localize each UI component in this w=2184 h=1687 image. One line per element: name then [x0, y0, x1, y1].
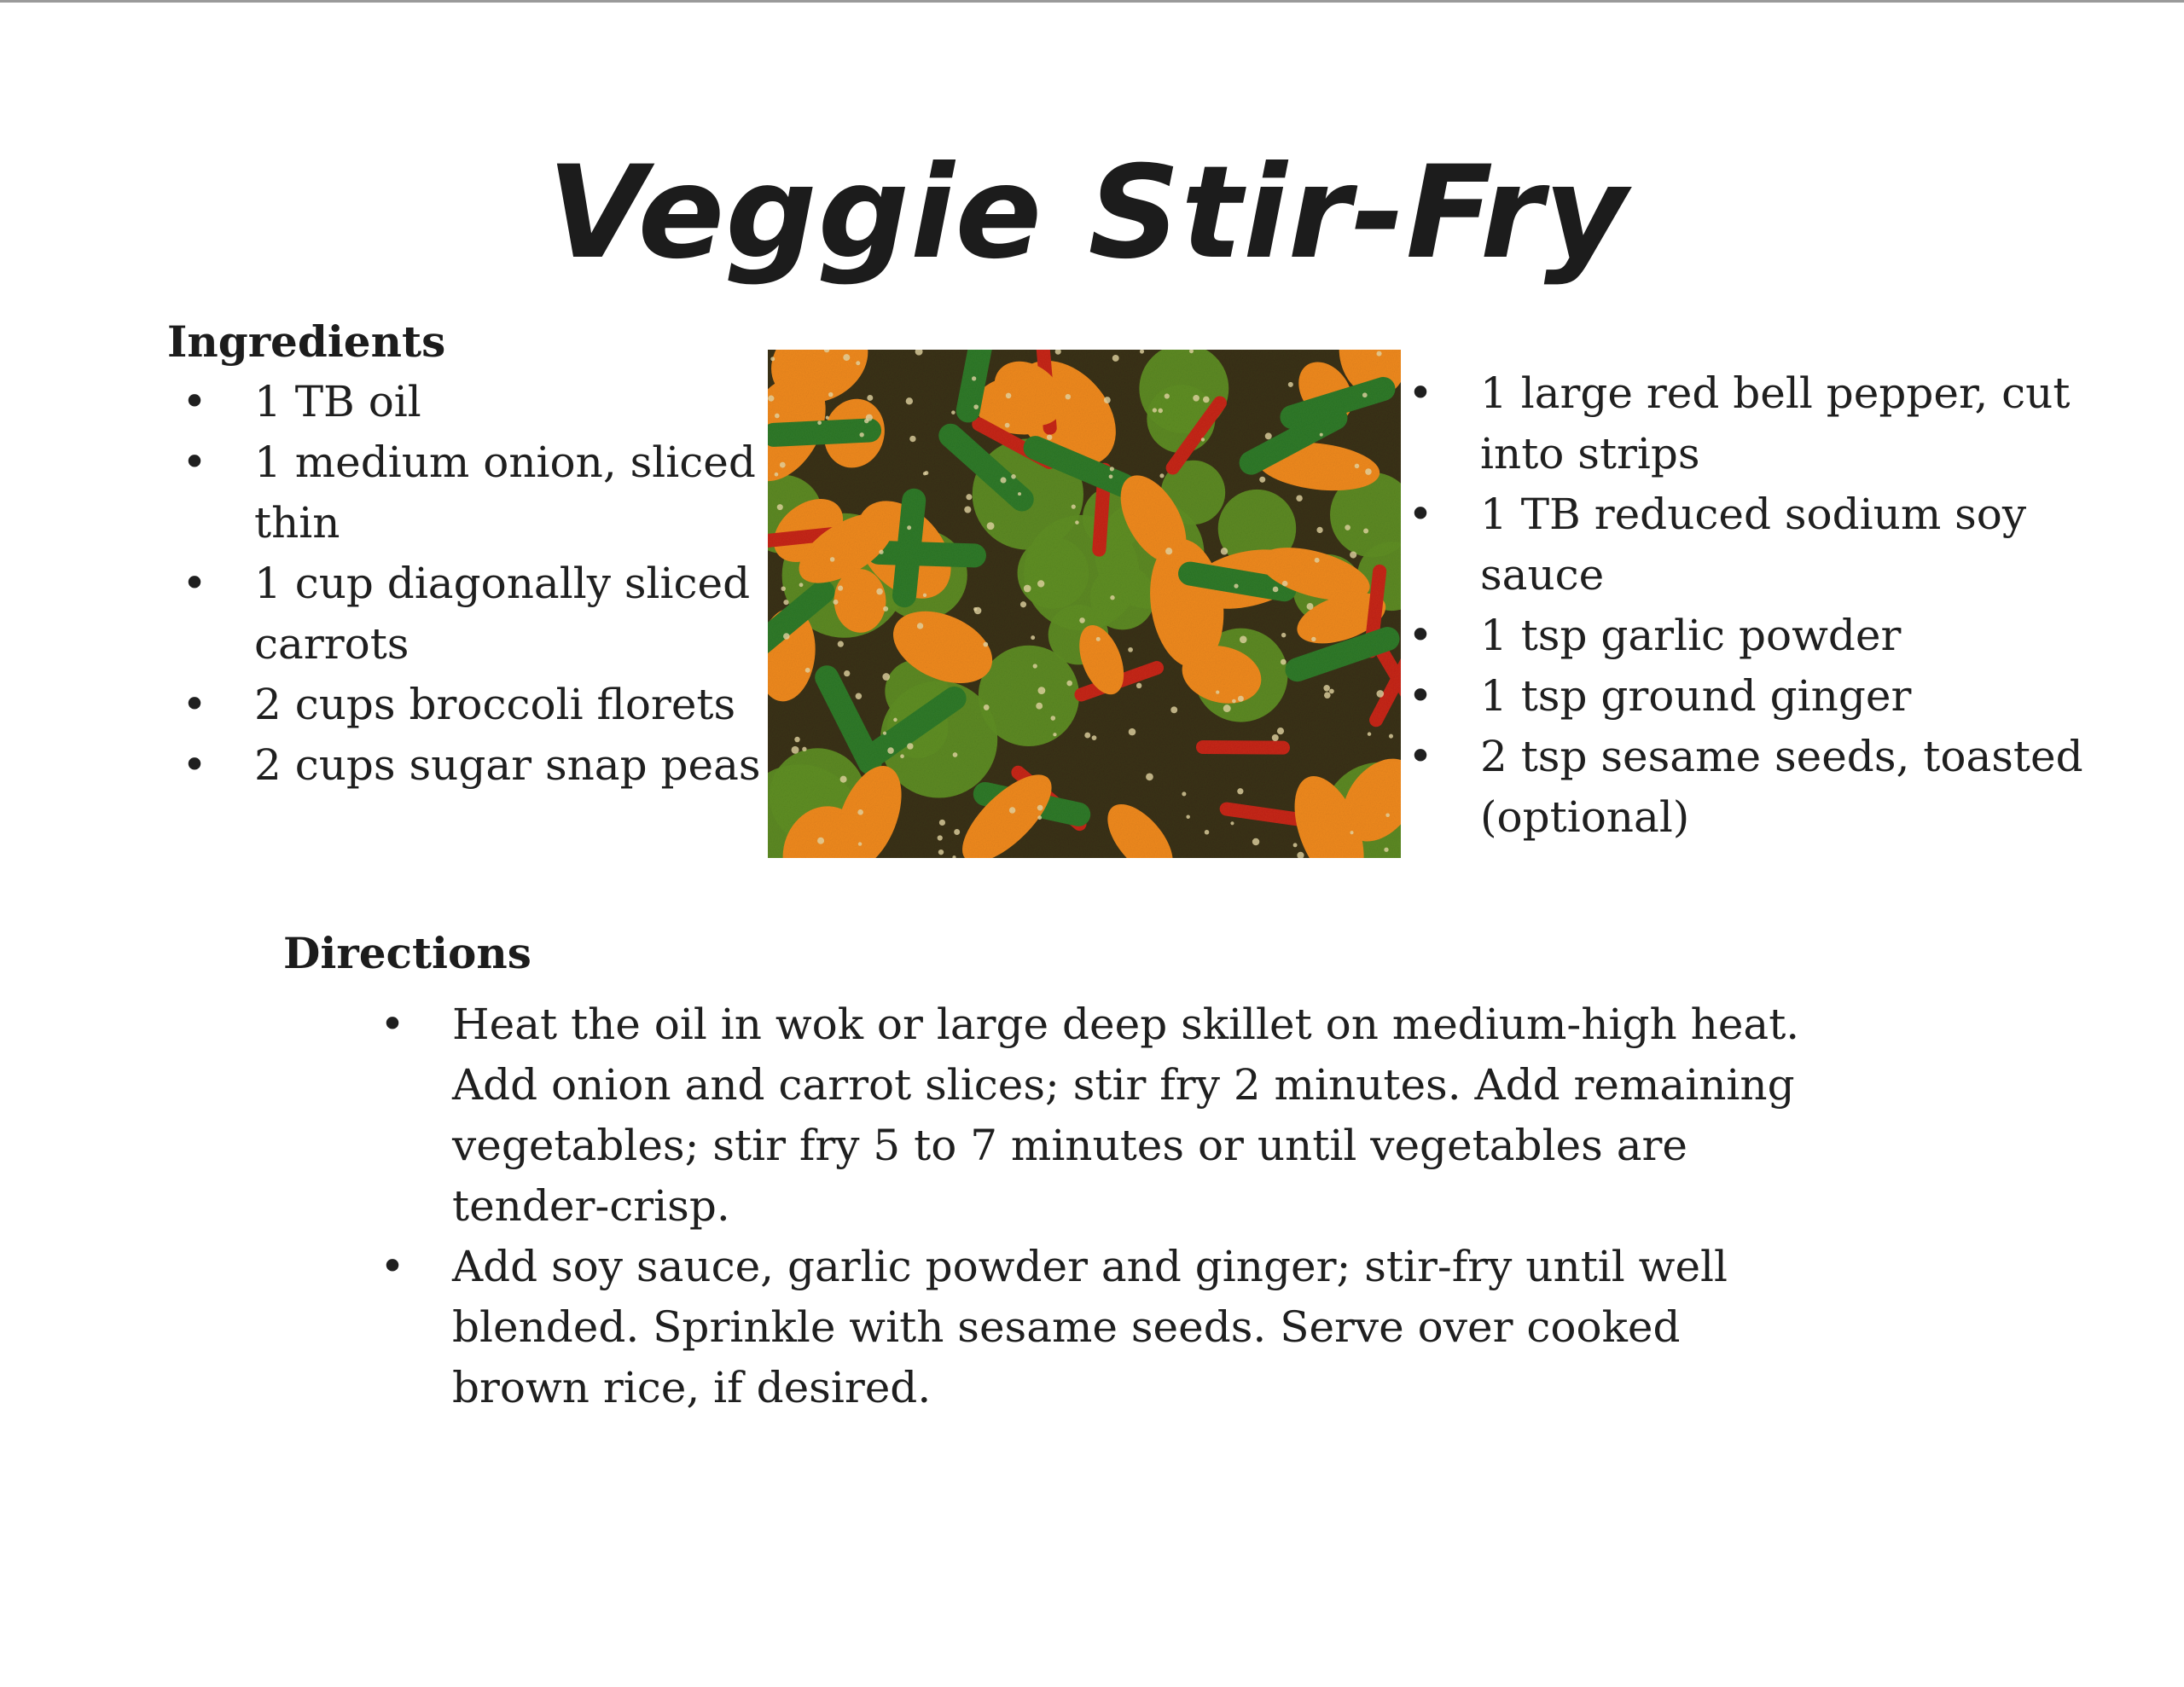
sesame-seed	[1006, 393, 1012, 399]
sesame-seed	[1037, 815, 1042, 820]
sesame-seed	[1066, 681, 1072, 687]
sesame-seed	[1232, 699, 1236, 704]
sesame-seed	[1355, 464, 1360, 469]
sesame-seed	[987, 522, 995, 530]
sesame-seed	[1273, 587, 1279, 593]
sesame-seed	[1363, 528, 1368, 533]
sesame-seed	[1365, 468, 1372, 475]
sesame-seed	[792, 746, 799, 754]
sesame-seed	[1282, 581, 1288, 587]
sesame-seed	[859, 432, 863, 437]
recipe-title: Veggie Stir-Fry	[547, 139, 1629, 287]
ingredient-item: • 1 tsp ground ginger	[1403, 666, 2111, 727]
sesame-seed	[1259, 477, 1265, 483]
sesame-seed	[1146, 773, 1153, 780]
sesame-seed	[972, 376, 976, 380]
sesame-seed	[1096, 637, 1101, 641]
sesame-seed	[1072, 504, 1076, 508]
sesame-seed	[1296, 495, 1303, 501]
sesame-seed	[925, 471, 929, 475]
sesame-seed	[777, 504, 783, 510]
broccoli-floret	[1018, 537, 1089, 609]
sesame-seed	[923, 594, 926, 597]
ingredients-list-right	[1403, 363, 2111, 848]
sesame-seed	[938, 835, 943, 840]
sesame-seed	[1238, 696, 1244, 702]
sesame-seed	[1104, 397, 1111, 403]
sesame-seed	[867, 395, 873, 401]
sesame-seed	[1084, 733, 1090, 739]
sesame-seed	[856, 361, 860, 365]
sesame-seed	[1320, 433, 1323, 437]
sesame-seed	[966, 494, 972, 500]
sesame-seed	[1205, 830, 1210, 835]
sesame-seed	[1293, 843, 1298, 847]
sesame-seed	[1315, 558, 1320, 563]
direction-step: • Heat the oil in wok or large deep skillet on medium-high heat. Add onion and carrot slices; stir fry 2 minutes. Add remaining vegetables; stir fry 5 to 7 minutes or until vegetables are tender-crisp.	[375, 994, 1826, 1237]
stir-fry-photo	[768, 350, 1401, 858]
sesame-seed	[1307, 603, 1314, 610]
sesame-seed	[1221, 548, 1228, 554]
sesame-seed	[1005, 423, 1010, 428]
sesame-seed	[951, 410, 956, 415]
ingredient-item: • 2 cups sugar snap peas	[177, 735, 775, 796]
sesame-seed	[1345, 525, 1350, 530]
sesame-seed	[864, 419, 868, 423]
sesame-seed	[844, 670, 850, 676]
sesame-seed	[974, 607, 982, 615]
sesame-seed	[1237, 788, 1243, 794]
sesame-seed	[802, 747, 806, 751]
sesame-seed	[1079, 617, 1085, 623]
sesame-seed	[1018, 492, 1021, 496]
ingredient-item: • 1 medium onion, sliced thin	[177, 432, 775, 554]
sesame-seed	[1385, 813, 1390, 817]
sesame-seed	[799, 583, 804, 587]
sesame-seed	[1066, 394, 1071, 399]
directions-heading: Directions	[283, 928, 531, 978]
sesame-seed	[805, 668, 810, 673]
sesame-seed	[1216, 690, 1219, 693]
sesame-seed	[1153, 408, 1157, 412]
sesame-seed	[1384, 848, 1388, 852]
sesame-seed	[1024, 585, 1031, 593]
sesame-seed	[1165, 548, 1172, 554]
sesame-seed	[780, 462, 786, 468]
sesame-seed	[1277, 728, 1284, 734]
sesame-seed	[1193, 395, 1199, 402]
sesame-seed	[857, 809, 863, 815]
sesame-seed	[882, 673, 890, 681]
red-pepper-strip	[1196, 740, 1290, 755]
sesame-seed	[1110, 595, 1114, 600]
sesame-seed	[1053, 733, 1056, 736]
sesame-seed	[909, 436, 915, 442]
sesame-seed	[1031, 635, 1035, 640]
sesame-seed	[917, 623, 923, 629]
direction-step: • Add soy sauce, garlic powder and ginger; stir-fry until well blended. Sprinkle with sesame seeds. Serve over cooked brown rice, if desired.	[375, 1237, 1826, 1418]
sesame-seed	[1281, 633, 1286, 637]
sesame-seed	[1230, 821, 1234, 825]
sesame-seed	[879, 550, 883, 554]
ingredient-item: • 2 cups broccoli florets	[177, 675, 775, 735]
ingredient-item: • 1 TB reduced sodium soy sauce	[1403, 484, 2111, 606]
sesame-seed	[1350, 551, 1356, 558]
sesame-seed	[817, 838, 824, 844]
sesame-seed	[1136, 683, 1141, 688]
sesame-seed	[768, 396, 774, 402]
sesame-seed	[1037, 580, 1044, 587]
sesame-seed	[907, 743, 913, 749]
sesame-seed	[939, 820, 945, 826]
sesame-seed	[783, 633, 790, 640]
sesame-seed	[1223, 704, 1231, 712]
ingredients-list-left	[177, 372, 775, 796]
sesame-seed	[1092, 735, 1097, 740]
sesame-seed	[1109, 474, 1113, 478]
sesame-seed	[1203, 397, 1210, 403]
sesame-seed	[1316, 527, 1322, 533]
sesame-seed	[954, 829, 960, 835]
sesame-seed	[1037, 687, 1045, 694]
ingredient-item: • 1 cup diagonally sliced carrots	[177, 554, 775, 675]
sesame-seed	[1201, 438, 1205, 441]
sesame-seed	[1158, 409, 1163, 414]
sesame-seed	[973, 404, 979, 409]
ingredient-item: • 1 large red bell pepper, cut into strips	[1403, 363, 2111, 484]
sesame-seed	[1165, 393, 1170, 398]
sesame-seed	[1288, 382, 1293, 387]
sesame-seed	[1000, 477, 1006, 483]
sesame-seed	[938, 849, 944, 855]
sesame-seed	[858, 842, 862, 845]
ingredient-item: • 1 tsp garlic powder	[1403, 606, 2111, 666]
sesame-seed	[1323, 685, 1330, 692]
sesame-seed	[1051, 716, 1056, 721]
sesame-seed	[1329, 689, 1334, 694]
sesame-seed	[1128, 647, 1133, 652]
sesame-seed	[1186, 815, 1189, 818]
sesame-seed	[876, 588, 883, 595]
sesame-seed	[828, 392, 834, 397]
sesame-seed	[1324, 692, 1331, 699]
sesame-seed	[1311, 637, 1316, 641]
sesame-seed	[983, 642, 988, 647]
sesame-seed	[840, 776, 847, 783]
sesame-seed	[856, 693, 863, 699]
sesame-seed	[1272, 734, 1279, 741]
sesame-seed	[775, 472, 779, 477]
sesame-seed	[1020, 601, 1026, 607]
sesame-seed	[838, 641, 844, 647]
sesame-seed	[1376, 351, 1381, 357]
ingredient-item: • 1 TB oil	[177, 372, 775, 432]
sesame-seed	[1075, 520, 1079, 525]
sesame-seed	[1350, 831, 1354, 834]
sesame-seed	[833, 600, 838, 605]
sesame-seed	[1368, 732, 1371, 735]
sesame-seed	[1389, 734, 1393, 739]
scan-edge	[0, 0, 2184, 3]
sesame-seed	[1159, 473, 1164, 478]
stir-fry-image	[768, 350, 1401, 858]
sesame-seed	[964, 506, 971, 513]
sesame-seed	[781, 586, 785, 590]
sesame-seed	[1112, 355, 1119, 362]
sesame-seed	[1129, 728, 1136, 736]
sesame-seed	[984, 704, 990, 710]
sesame-seed	[838, 586, 843, 591]
sesame-seed	[794, 737, 799, 742]
sesame-seed	[900, 754, 904, 758]
sesame-seed	[843, 354, 850, 361]
sesame-seed	[826, 416, 829, 420]
sesame-seed	[1362, 392, 1368, 397]
sesame-seed	[770, 357, 775, 361]
sesame-seed	[1234, 583, 1238, 588]
sesame-seed	[1376, 690, 1384, 698]
sesame-seed	[893, 718, 897, 722]
sesame-seed	[1182, 791, 1186, 796]
sesame-seed	[953, 752, 958, 757]
sesame-seed	[1011, 474, 1016, 479]
sesame-seed	[1281, 659, 1287, 665]
sesame-seed	[1240, 636, 1247, 644]
sesame-seed	[817, 420, 822, 425]
sesame-seed	[1037, 805, 1043, 811]
sesame-seed	[1110, 467, 1114, 471]
sesame-seed	[1265, 432, 1272, 439]
sesame-seed	[1047, 434, 1052, 439]
sesame-seed	[1170, 706, 1177, 713]
sesame-seed	[883, 732, 886, 735]
directions-list	[375, 994, 1826, 1418]
sesame-seed	[830, 557, 835, 562]
ingredients-heading: Ingredients	[167, 316, 446, 367]
sesame-seed	[1036, 703, 1043, 710]
sesame-seed	[907, 525, 911, 530]
sesame-seed	[775, 414, 780, 419]
sesame-seed	[1009, 807, 1015, 813]
sesame-seed	[1252, 838, 1259, 845]
sesame-seed	[887, 747, 894, 754]
sesame-seed	[906, 397, 913, 404]
sesame-seed	[1033, 664, 1037, 668]
ingredient-item: • 2 tsp sesame seeds, toasted (optional)	[1403, 727, 2111, 848]
sesame-seed	[883, 606, 888, 612]
sesame-seed	[783, 600, 788, 605]
